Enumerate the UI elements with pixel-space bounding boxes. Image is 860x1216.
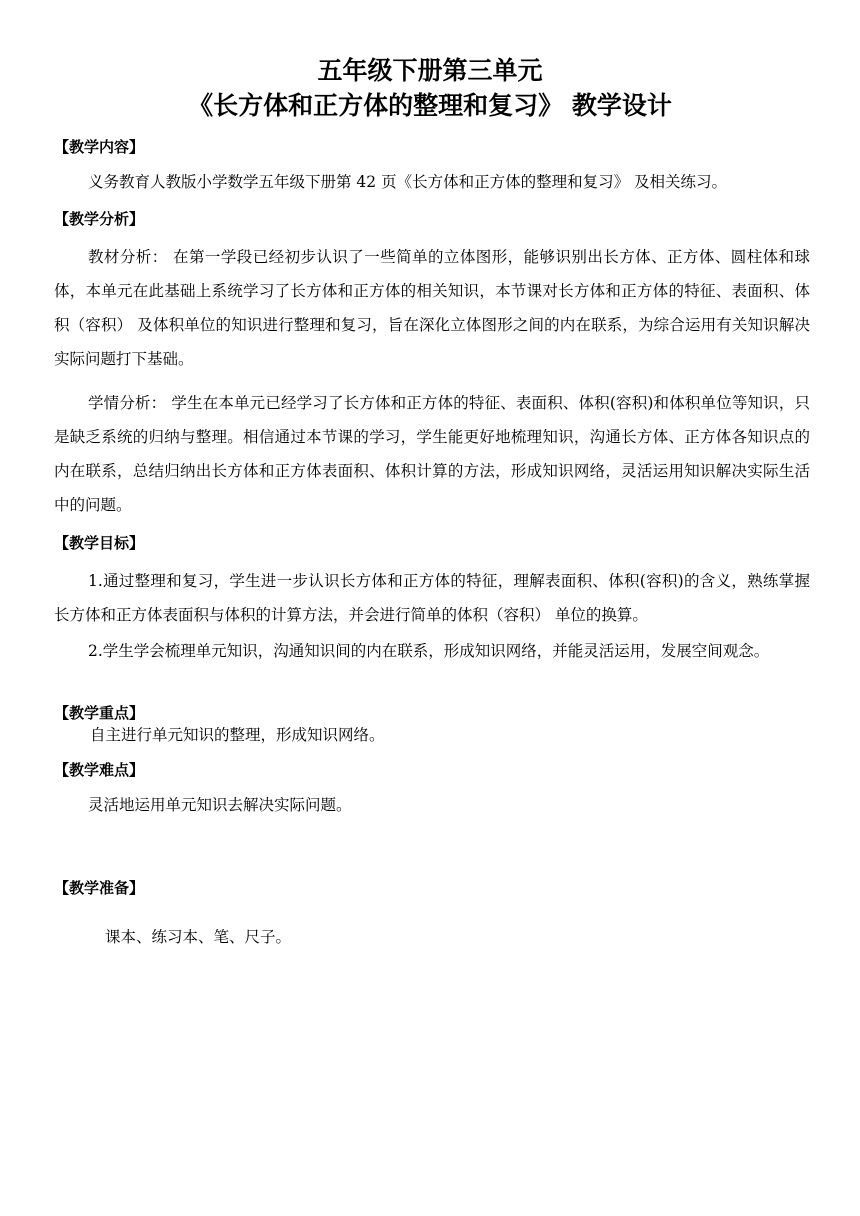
section-heading-key-point: 【教学重点】 [54, 704, 145, 722]
goal-item-1: 1.通过整理和复习，学生进一步认识长方体和正方体的特征，理解表面积、体积(容积)的含义，熟练掌握长方体和正方体表面积与体积的计算方法，并会进行简单的体积（容积） 单位的换算。 [54, 572, 810, 624]
student-analysis-text: 学情分析： 学生在本单元已经学习了长方体和正方体的特征、表面积、体积(容积)和体积单位等知识，只是缺乏系统的归纳与整理。相信通过本节课的学习，学生能更好地梳理知识，沟通长方体、正方体各知识点的内在联系，总结归纳出长方体和正方体表面积、体积计算的方法，形成知识网络，灵活运用知识解决实际生活中的问题。 [54, 394, 810, 514]
section-heading-analysis: 【教学分析】 [54, 210, 145, 228]
section-heading-content: 【教学内容】 [54, 138, 145, 156]
key-point-text: 自主进行单元知识的整理，形成知识网络。 [90, 726, 385, 744]
preparation-text: 课本、练习本、笔、尺子。 [105, 928, 292, 946]
section-heading-preparation: 【教学准备】 [54, 879, 145, 897]
section-heading-difficulty: 【教学难点】 [54, 761, 145, 779]
difficulty-text: 灵活地运用单元知识去解决实际问题。 [88, 796, 352, 814]
content-text: 义务教育人教版小学数学五年级下册第 42 页《长方体和正方体的整理和复习》 及相关练习。 [88, 173, 728, 191]
document-title-line-2: 《长方体和正方体的整理和复习》 教学设计 [188, 91, 672, 120]
document-title-line-1: 五年级下册第三单元 [317, 56, 543, 85]
section-heading-goals: 【教学目标】 [54, 534, 145, 552]
goal-item-2: 2.学生学会梳理单元知识，沟通知识间的内在联系，形成知识网络，并能灵活运用，发展空间观念。 [88, 642, 770, 660]
material-analysis-text: 教材分析： 在第一学段已经初步认识了一些简单的立体图形，能够识别出长方体、正方体、圆柱体和球体，本单元在此基础上系统学习了长方体和正方体的相关知识，本节课对长方体和正方体的特征、表面积、体积（容积） 及体积单位的知识进行整理和复习，旨在深化立体图形之间的内在联系，为综合运用有关知识解决实际问题打下基础。 [54, 248, 810, 368]
